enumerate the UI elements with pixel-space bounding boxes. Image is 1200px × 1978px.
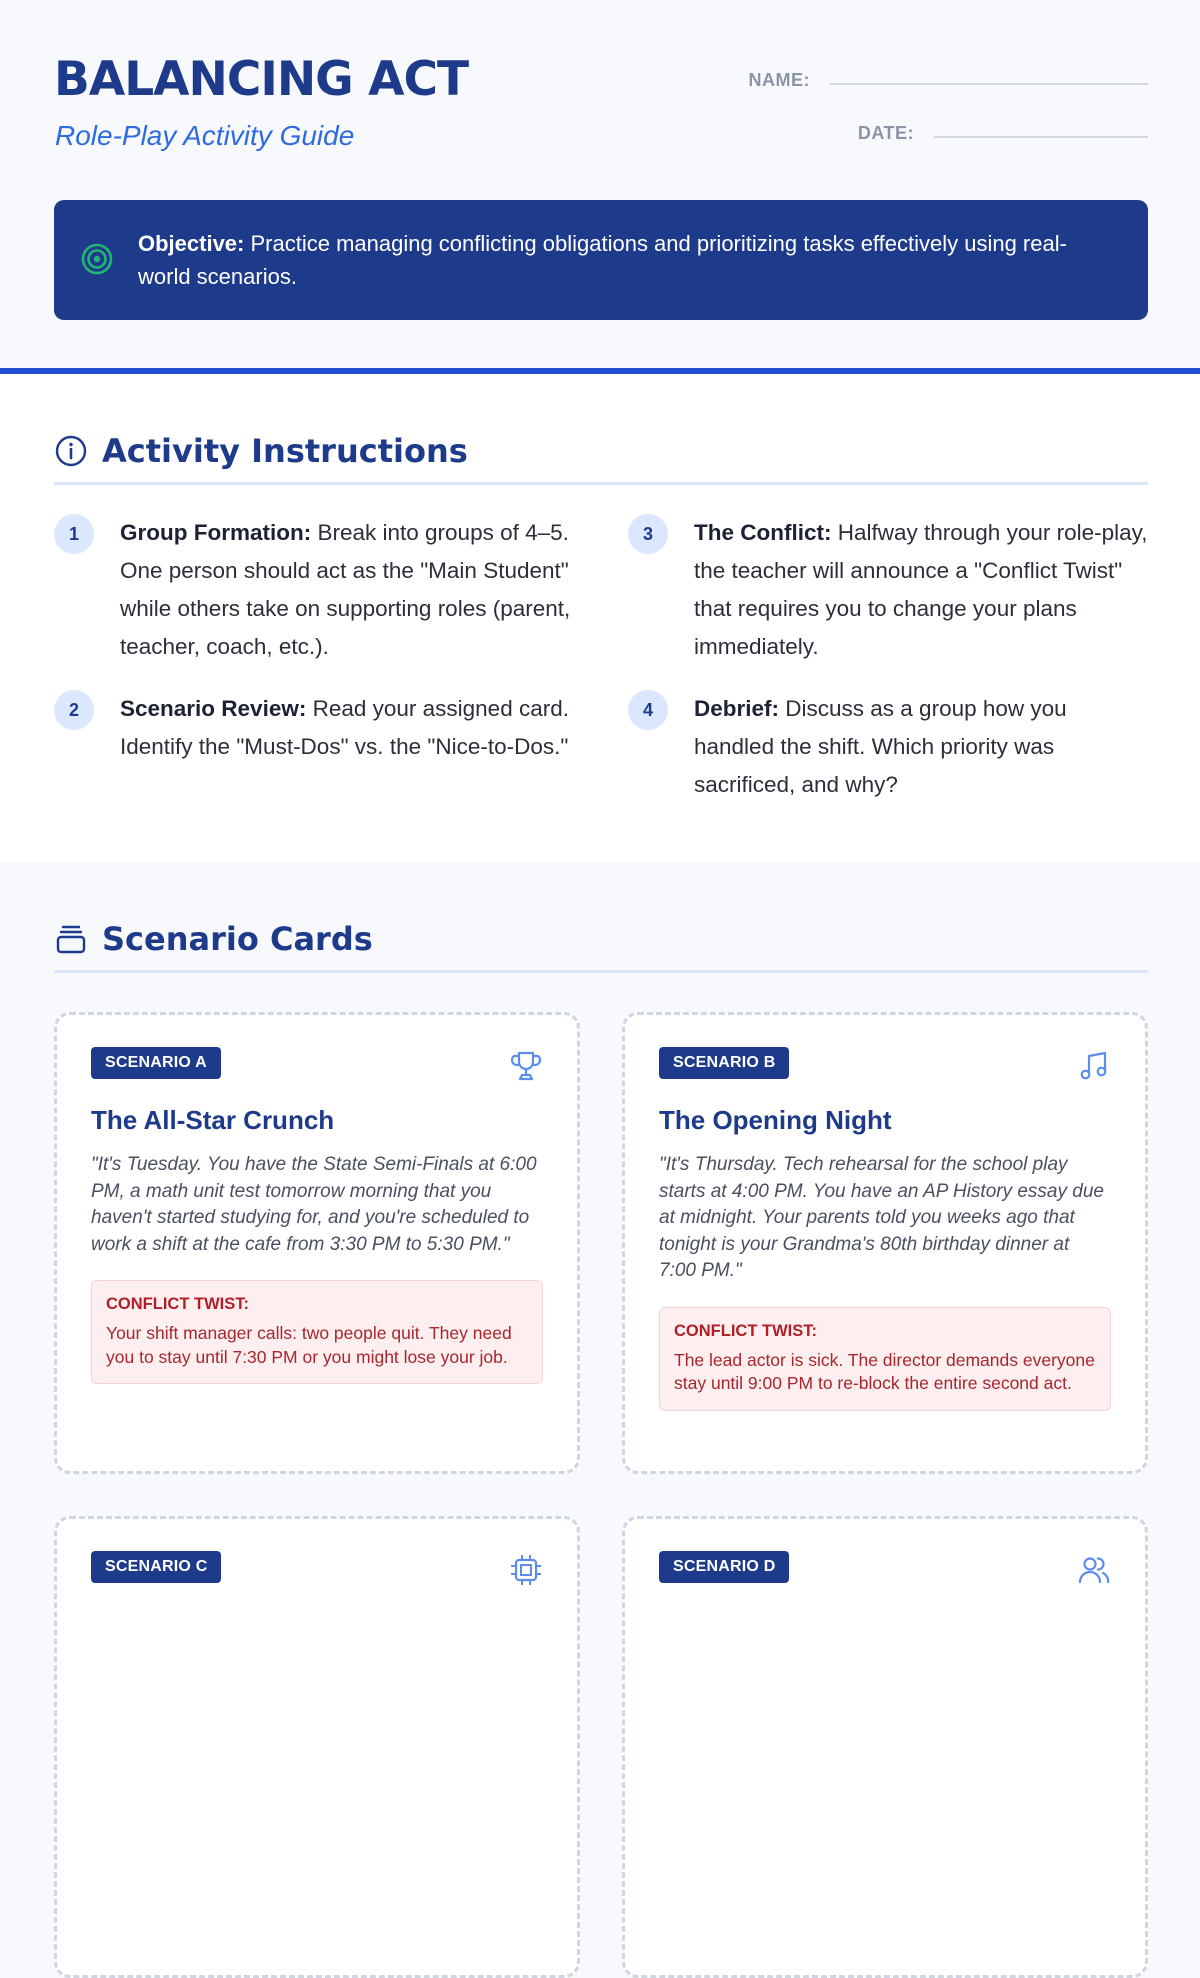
step-body: Discuss as a group how you handled the shift. Which priority was sacrificed, and why? [694, 696, 1067, 797]
instructions-heading: Activity Instructions [102, 432, 468, 470]
twist-label: CONFLICT TWIST: [106, 1295, 249, 1313]
objective-banner [54, 200, 1148, 320]
twist-text: Your shift manager calls: two people quit. They need you to stay until 7:30 PM or you might lose your job. [106, 1323, 512, 1367]
name-line[interactable] [830, 82, 1148, 85]
chip-icon [509, 1553, 543, 1587]
step-body: Read your assigned card. Identify the "Must-Dos" vs. the "Nice-to-Dos." [120, 696, 569, 759]
step-item [628, 514, 1148, 666]
users-icon [1077, 1553, 1111, 1587]
page-subtitle: Role-Play Activity Guide [55, 120, 355, 151]
twist-label: CONFLICT TWIST: [674, 1321, 817, 1340]
step-number: 2 [54, 690, 94, 730]
scenario-cards-grid [54, 1012, 1148, 1978]
twist-text: The lead actor is sick. The director demands everyone stay until 9:00 PM to re-block the entire second act. [674, 1349, 1095, 1393]
scenario-story: "It's Thursday. Tech rehearsal for the school play starts at 4:00 PM. You have an AP History essay due at midnight. Your parents told you weeks ago that tonight is your Grandma's 80th birthday dinner at 7:00 PM." [659, 1154, 1104, 1281]
step-text [694, 514, 1148, 666]
step-label: Group Formation: [120, 520, 312, 545]
conflict-twist-box [91, 1280, 543, 1384]
step-item [54, 514, 574, 666]
step-label: Scenario Review: [120, 696, 307, 721]
step-label: Debrief: [694, 696, 780, 721]
objective-label: Objective: [138, 231, 245, 256]
date-label: DATE: [857, 123, 914, 143]
instructions-heading-row [54, 432, 1148, 485]
step-label: The Conflict: [694, 520, 832, 545]
scenario-card[interactable] [54, 1516, 580, 1978]
page-title: BALANCING ACT [54, 52, 469, 107]
scenario-story: "It's Tuesday. You have the State Semi-Finals at 6:00 PM, a math unit test tomorrow morning that you haven't started studying for, and you're scheduled to work a shift at the cafe from 3:30 PM to 5:30 PM." [91, 1154, 537, 1255]
info-icon [54, 434, 88, 468]
instructions-section [0, 374, 1200, 862]
scenario-title: The Opening Night [659, 1105, 892, 1135]
step-text [120, 514, 574, 666]
objective-body: Practice managing conflicting obligations and prioritizing tasks effectively using real-world scenarios. [138, 231, 1067, 289]
date-line[interactable] [934, 135, 1148, 138]
step-text [120, 690, 574, 766]
step-number: 4 [628, 690, 668, 730]
scenario-badge: SCENARIO B [659, 1047, 789, 1079]
step-body: Break into groups of 4–5. One person should act as the "Main Student" while others take on supporting roles (parent, teacher, coach, etc.). [120, 520, 571, 659]
name-label: NAME: [748, 70, 810, 90]
date-field[interactable] [858, 123, 1148, 144]
conflict-twist-box [659, 1307, 1111, 1411]
scenario-card[interactable] [54, 1012, 580, 1474]
scenarios-heading: Scenario Cards [102, 920, 373, 958]
steps-grid [54, 514, 1148, 804]
card-stack-icon [54, 922, 88, 956]
trophy-icon [509, 1049, 543, 1083]
worksheet-header [0, 0, 1200, 374]
scenario-card[interactable] [622, 1516, 1148, 1978]
step-item [628, 690, 1148, 804]
step-body: Halfway through your role-play, the teacher will announce a "Conflict Twist" that requires you to change your plans immediately. [694, 520, 1148, 659]
step-number: 3 [628, 514, 668, 554]
scenario-title: The All-Star Crunch [91, 1105, 335, 1135]
scenario-badge: SCENARIO A [91, 1047, 221, 1079]
target-icon [80, 242, 114, 276]
objective-text [138, 227, 1092, 293]
step-item [54, 690, 574, 804]
scenario-badge: SCENARIO C [91, 1551, 221, 1583]
step-number: 1 [54, 514, 94, 554]
scenario-card[interactable] [622, 1012, 1148, 1474]
scenarios-heading-row [54, 920, 1148, 973]
scenarios-section [0, 862, 1200, 1600]
scenario-badge: SCENARIO D [659, 1551, 789, 1583]
step-text [694, 690, 1148, 804]
music-icon [1077, 1049, 1111, 1083]
name-field[interactable] [749, 70, 1149, 91]
